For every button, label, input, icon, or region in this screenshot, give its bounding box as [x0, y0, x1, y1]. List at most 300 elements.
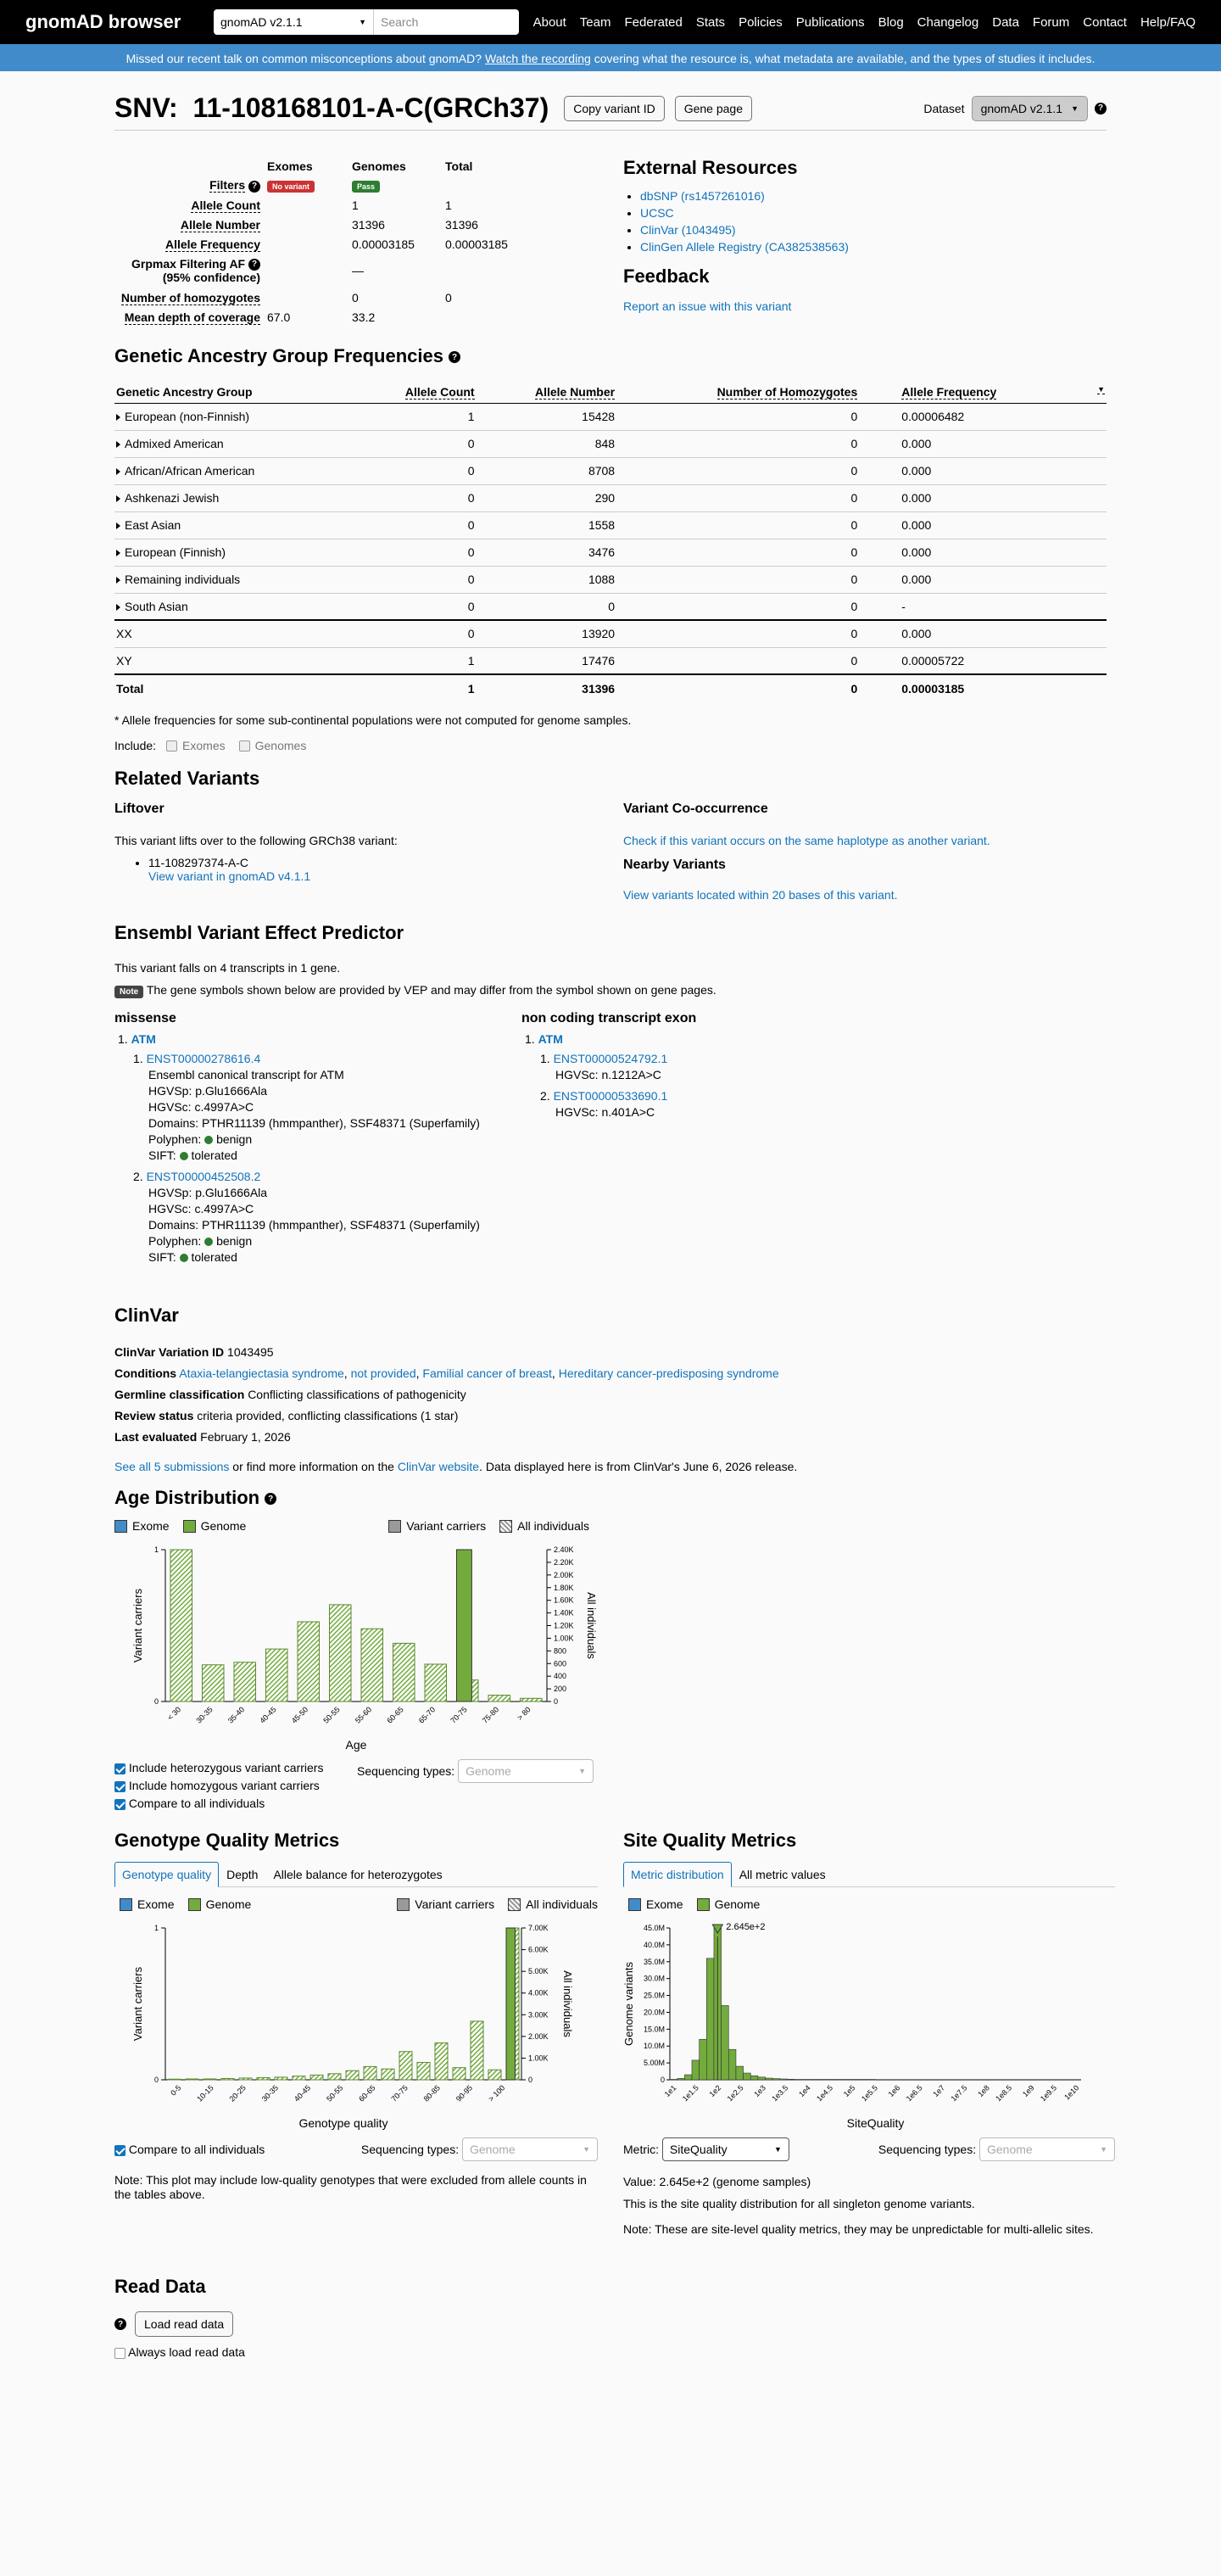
x-tick-label: > 100: [487, 2083, 507, 2104]
cell-text: -: [901, 599, 906, 613]
table-cell: [477, 484, 617, 511]
x-tick-label: 1e9: [1020, 2083, 1036, 2099]
nav-links: [533, 15, 1196, 30]
seq-types-select[interactable]: [462, 2137, 598, 2161]
nav-link-contact[interactable]: Contact: [1083, 14, 1127, 30]
tab-genotype-quality[interactable]: Genotype quality: [114, 1862, 219, 1887]
col-homozygotes-label: Number of Homozygotes: [716, 384, 858, 399]
x-tick-label: 70-75: [449, 1705, 469, 1725]
y2-tick-label: 1.00K: [528, 2054, 549, 2063]
related-variants-title: Related Variants: [114, 768, 260, 789]
het-carriers-checkbox[interactable]: [114, 1763, 125, 1774]
col-ancestry-group[interactable]: [114, 381, 354, 403]
liftover-link[interactable]: View variant in gnomAD v4.1.1: [148, 869, 311, 883]
frequency-row: [114, 234, 535, 254]
x-tick-label: 45-50: [289, 1705, 310, 1725]
cell-text: 0.000: [901, 545, 932, 559]
cell-text: 0.000: [901, 491, 932, 505]
include-exomes-label: Exomes: [182, 739, 226, 752]
x-tick-label: 55-60: [353, 1705, 374, 1725]
nav-link-about[interactable]: About: [532, 14, 566, 30]
ancestry-table: [114, 381, 1107, 701]
all-individuals-bar: [330, 1605, 352, 1702]
value-t: 1: [445, 198, 452, 212]
condition-link[interactable]: Hereditary cancer-predisposing syndrome: [558, 1366, 779, 1380]
cell-text: 0: [850, 573, 858, 586]
value-g: 1: [352, 198, 359, 212]
table-row[interactable]: [114, 539, 1107, 566]
external-link[interactable]: UCSC: [640, 206, 674, 220]
cell-text: 0: [467, 599, 475, 613]
value-e: 67.0: [267, 310, 291, 324]
all-individuals-bar: [298, 1622, 320, 1702]
nearby-link[interactable]: View variants located within 20 bases of this variant.: [623, 888, 898, 902]
legend-all-individuals: All individuals: [517, 1519, 589, 1533]
row-label: Mean depth of coverage: [124, 310, 260, 324]
seq-types-select[interactable]: [979, 2137, 1115, 2161]
x-tick-label: 1e8: [976, 2083, 991, 2099]
all-individuals-swatch: [499, 1520, 512, 1533]
y2-tick-label: 4.00K: [528, 1988, 549, 1998]
read-data-title: Read Data: [114, 2276, 206, 2297]
always-load-checkbox[interactable]: [114, 2348, 125, 2359]
x-tick-label: 1e10: [1062, 2083, 1081, 2102]
y2-axis-label: All individuals: [585, 1592, 598, 1659]
cell-text: 848: [594, 437, 616, 450]
external-link[interactable]: ClinGen Allele Registry (CA382538563): [640, 240, 849, 254]
histogram-bar: [706, 1959, 714, 2080]
value-t: [442, 307, 535, 327]
tab-all-metric-values[interactable]: All metric values: [739, 1868, 826, 1881]
y2-tick-label: 2.20K: [554, 1557, 574, 1567]
y2-tick-label: 2.00K: [528, 2031, 549, 2041]
metric-select-value: SiteQuality: [669, 2143, 728, 2156]
condition-link[interactable]: Ataxia-telangiectasia syndrome: [179, 1366, 344, 1380]
ancestry-title: [114, 345, 1107, 367]
caret-down-icon: ▼: [1071, 103, 1079, 113]
transcript-link[interactable]: ENST00000452508.2: [146, 1170, 261, 1183]
table-cell: [616, 566, 859, 593]
expand-triangle-icon[interactable]: [116, 495, 120, 502]
col-homozygotes[interactable]: [616, 381, 859, 403]
y-tick-label: 1: [153, 1545, 159, 1554]
cell-text: East Asian: [125, 518, 181, 532]
seq-types-value: Genome: [466, 1764, 511, 1778]
always-load-label: Always load read data: [128, 2345, 245, 2359]
table-cell: [616, 430, 859, 457]
external-link-item: [640, 189, 1107, 203]
grpmax-sublabel: (95% confidence): [162, 271, 260, 285]
sift-label: SIFT:: [148, 1250, 176, 1264]
table-row: [114, 674, 1107, 701]
all-individuals-bar: [293, 2076, 305, 2080]
transcript-link[interactable]: ENST00000278616.4: [146, 1052, 261, 1065]
all-individuals-bar: [488, 2070, 501, 2080]
x-tick-label: 1e4.5: [815, 2083, 835, 2104]
all-individuals-bar: [435, 2043, 448, 2080]
row-label: Number of homozygotes: [120, 290, 260, 305]
domains-text: Domains: PTHR11139 (hmmpanther), SSF48371 (Superfamily): [148, 1218, 480, 1232]
table-cell: [616, 593, 859, 620]
nav-link-data[interactable]: Data: [992, 14, 1019, 30]
expand-triangle-icon[interactable]: [116, 468, 120, 475]
table-row[interactable]: [114, 593, 1107, 620]
hom-carriers-label: Include homozygous variant carriers: [128, 1779, 320, 1792]
x-tick-label: 80-85: [421, 2083, 442, 2104]
y2-tick-label: 1.00K: [554, 1634, 574, 1643]
exome-swatch: [628, 1898, 641, 1911]
cell-text: 31396: [582, 681, 616, 696]
histogram-bar: [810, 2080, 817, 2081]
histogram-bar: [750, 2076, 758, 2080]
expand-triangle-icon[interactable]: [116, 441, 120, 448]
cell-text: 0: [467, 437, 475, 450]
table-cell: [114, 566, 354, 593]
cell-text: European (Finnish): [125, 545, 226, 559]
table-cell: [354, 674, 476, 701]
help-icon[interactable]: ?: [1095, 103, 1107, 115]
announcement-banner: [0, 44, 1221, 71]
table-cell: [114, 511, 354, 539]
y-tick-label: 30.0M: [643, 1974, 665, 1983]
table-cell: [859, 566, 1107, 593]
value-g: 0.00003185: [352, 237, 415, 251]
polyphen-label: Polyphen:: [148, 1132, 202, 1146]
histogram-bar: [758, 2077, 766, 2080]
table-row[interactable]: [114, 457, 1107, 484]
x-tick-label: < 30: [165, 1705, 183, 1722]
table-row[interactable]: [114, 403, 1107, 430]
value-g: 0: [352, 290, 359, 305]
x-tick-label: 20-25: [227, 2083, 248, 2104]
row-label: Allele Frequency: [164, 237, 260, 251]
table-cell: [859, 674, 1107, 701]
legend-exome: Exome: [132, 1519, 170, 1533]
polyphen-label: Polyphen:: [148, 1234, 202, 1248]
all-individuals-bar: [186, 2079, 198, 2080]
cell-text: 0: [467, 518, 475, 532]
table-row[interactable]: [114, 566, 1107, 593]
histogram-bar: [794, 2080, 802, 2081]
cell-text: 0.000: [901, 627, 932, 641]
compare-all-label: Compare to all individuals: [128, 2143, 265, 2156]
exome-filter-badge: No variant: [267, 181, 315, 193]
table-cell: [477, 674, 617, 701]
load-read-data-button[interactable]: Load read data: [135, 2311, 233, 2337]
green-dot-icon: [204, 1136, 213, 1144]
x-axis-label: SiteQuality: [846, 2116, 905, 2130]
last-evaluated-label: Last evaluated: [114, 1430, 198, 1444]
expand-triangle-icon[interactable]: [116, 604, 120, 611]
canonical-text: Ensembl canonical transcript for ATM: [148, 1068, 344, 1081]
banner-link[interactable]: Watch the recording: [485, 52, 591, 65]
nav-link-forum[interactable]: Forum: [1032, 14, 1070, 30]
condition-link[interactable]: not provided: [350, 1366, 416, 1380]
x-tick-label: 1e2: [707, 2083, 723, 2099]
external-link[interactable]: dbSNP (rs1457261016): [640, 189, 765, 203]
cell-text: 1: [467, 653, 475, 668]
include-genomes-checkbox[interactable]: [239, 740, 250, 752]
help-icon[interactable]: ?: [248, 259, 260, 271]
cell-text: 0: [467, 627, 475, 641]
table-cell: [114, 647, 354, 674]
report-issue-link[interactable]: Report an issue with this variant: [623, 299, 792, 313]
gene-page-button[interactable]: Gene page: [675, 96, 752, 121]
all-individuals-bar: [170, 1550, 192, 1702]
tab-depth[interactable]: Depth: [226, 1868, 259, 1881]
table-cell: [477, 620, 617, 647]
grpmax-value: —: [352, 264, 364, 277]
cell-text: 0: [850, 491, 858, 505]
expand-triangle-icon[interactable]: [116, 522, 120, 529]
table-cell: [114, 484, 354, 511]
last-evaluated-value: February 1, 2026: [200, 1430, 291, 1444]
brand-logo[interactable]: gnomAD browser: [25, 11, 181, 32]
copy-variant-button[interactable]: Copy variant ID: [564, 96, 664, 121]
table-cell: [114, 430, 354, 457]
x-tick-label: 30-35: [194, 1705, 215, 1725]
metric-select[interactable]: [662, 2137, 789, 2161]
table-row[interactable]: [114, 430, 1107, 457]
x-tick-label: 1e3.5: [770, 2083, 790, 2104]
carriers-swatch: [388, 1520, 401, 1533]
y-axis-label: Variant carriers: [131, 1588, 144, 1663]
cell-text: XY: [116, 653, 132, 668]
x-tick-label: > 80: [516, 1705, 532, 1722]
legend-carriers: Variant carriers: [406, 1519, 487, 1533]
nav-link-team[interactable]: Team: [579, 14, 611, 30]
page-header: [114, 88, 1107, 131]
cell-text: 0.000: [901, 464, 932, 478]
non-coding-title: non coding transcript exon: [521, 1011, 697, 1025]
search-input[interactable]: Search: [373, 9, 519, 35]
nav-link-helpfaq[interactable]: Help/FAQ: [1140, 14, 1196, 30]
table-cell: [859, 511, 1107, 539]
conditions-row: [114, 1363, 1107, 1384]
seq-types-label: Sequencing types:: [357, 1764, 455, 1778]
col-allele-count[interactable]: [354, 381, 476, 403]
legend-all-individuals: All individuals: [526, 1897, 598, 1911]
liftover-text: This variant lifts over to the following GRCh38 variant:: [114, 834, 398, 847]
clinvar-release-text: . Data displayed here is from ClinVar's June 6, 2026 release.: [479, 1460, 798, 1473]
y2-tick-label: 3.00K: [528, 2010, 549, 2020]
external-resources-title: External Resources: [623, 157, 798, 178]
table-cell: [354, 403, 476, 430]
y-tick-label: 0: [153, 1697, 159, 1706]
vep-intro: This variant falls on 4 transcripts in 1 gene.: [114, 961, 341, 975]
table-cell: [354, 620, 476, 647]
all-individuals-bar: [239, 2078, 252, 2080]
external-link-item: [640, 240, 1107, 254]
all-individuals-bar: [346, 2070, 359, 2080]
hgvsp-text: HGVSp: p.Glu1666Ala: [148, 1084, 268, 1098]
frequency-table: [114, 156, 535, 327]
nav-link-stats[interactable]: Stats: [695, 14, 726, 30]
clinvar-website-link[interactable]: ClinVar website: [397, 1460, 480, 1473]
y-tick-label: 45.0M: [643, 1924, 665, 1932]
sift-label: SIFT:: [148, 1148, 176, 1162]
table-cell: [477, 457, 617, 484]
nav-link-changelog[interactable]: Changelog: [917, 14, 979, 30]
table-cell: [859, 647, 1107, 674]
value-e: [264, 195, 348, 215]
seq-types-select[interactable]: [458, 1759, 594, 1783]
x-tick-label: 40-45: [292, 2083, 313, 2104]
table-cell: [477, 539, 617, 566]
hom-carriers-checkbox[interactable]: [114, 1781, 125, 1792]
nearby-title: Nearby Variants: [623, 858, 726, 872]
cell-text: 0: [850, 681, 858, 696]
y2-tick-label: 2.40K: [554, 1545, 574, 1554]
cell-text: 0: [850, 627, 858, 641]
x-tick-label: 1e7: [931, 2083, 947, 2099]
sift-value: tolerated: [191, 1148, 237, 1162]
histogram-bar: [802, 2080, 810, 2081]
dataset-dropdown[interactable]: [972, 96, 1088, 121]
x-tick-label: 1e6: [886, 2083, 902, 2099]
help-icon[interactable]: ?: [449, 351, 460, 363]
cell-text: 0: [850, 437, 858, 450]
condition-link[interactable]: Familial cancer of breast: [422, 1366, 552, 1380]
expand-triangle-icon[interactable]: [116, 414, 120, 421]
nav-link-blog[interactable]: Blog: [878, 14, 904, 30]
col-allele-number[interactable]: [477, 381, 617, 403]
x-tick-label: 1e3: [752, 2083, 767, 2099]
expand-triangle-icon[interactable]: [116, 577, 120, 584]
col-ancestry-group-label: Genetic Ancestry Group: [116, 384, 253, 399]
nav-link-federated[interactable]: Federated: [624, 14, 683, 30]
polyphen-value: benign: [216, 1234, 253, 1248]
see-all-submissions-link[interactable]: See all 5 submissions: [114, 1460, 230, 1473]
x-tick-label: 10-15: [195, 2083, 215, 2104]
genome-swatch: [183, 1520, 196, 1533]
table-row[interactable]: [114, 484, 1107, 511]
exome-swatch: [114, 1520, 127, 1533]
value-g: 33.2: [352, 310, 376, 324]
sq-value: Value: 2.645e+2 (genome samples): [623, 2175, 811, 2188]
banner-text: Missed our recent talk on common misconceptions about gnomAD?: [125, 52, 482, 65]
genome-swatch: [697, 1898, 710, 1911]
help-icon[interactable]: ?: [248, 181, 260, 193]
all-individuals-bar: [203, 1665, 225, 1702]
y2-tick-label: 7.00K: [528, 1924, 549, 1932]
expand-triangle-icon[interactable]: [116, 550, 120, 556]
value-e: [264, 288, 348, 307]
histogram-bar: [846, 2080, 854, 2081]
x-tick-label: 40-45: [258, 1705, 278, 1725]
all-individuals-bar: [471, 2021, 483, 2080]
histogram-bar: [824, 2080, 832, 2081]
cell-text: 290: [594, 491, 616, 505]
value-g: 31396: [352, 217, 385, 232]
transcript-link[interactable]: ENST00000524792.1: [553, 1052, 668, 1065]
x-tick-label: 30-35: [259, 2083, 281, 2104]
sq-legend: [623, 1897, 1115, 1911]
x-tick-label: 35-40: [226, 1705, 247, 1725]
gene-link[interactable]: ATM: [131, 1032, 156, 1046]
seq-types-label: Sequencing types:: [878, 2143, 977, 2156]
table-row[interactable]: [114, 511, 1107, 539]
y2-tick-label: 200: [554, 1685, 567, 1694]
tab-allele-balance-for-heterozygotes[interactable]: Allele balance for heterozygotes: [273, 1868, 443, 1881]
frequency-row: [114, 195, 535, 215]
table-cell: [114, 403, 354, 430]
y2-axis-label: All individuals: [561, 1970, 574, 2037]
histogram-bar: [832, 2080, 839, 2081]
filters-label: Filters: [209, 178, 246, 193]
col-allele-frequency[interactable]: [859, 381, 1107, 403]
y-tick-label: 25.0M: [643, 1991, 665, 2000]
dataset-label: Dataset: [923, 101, 965, 115]
sq-title: Site Quality Metrics: [623, 1830, 797, 1851]
clinvar-title: ClinVar: [114, 1305, 179, 1326]
table-cell: [114, 593, 354, 620]
cooccurrence-title: Variant Co-occurrence: [623, 802, 768, 816]
nav-link-publications[interactable]: Publications: [795, 14, 865, 30]
dataset-dropdown-value: gnomAD v2.1.1: [980, 101, 1063, 115]
x-tick-label: 90-95: [454, 2083, 475, 2104]
y2-tick-label: 5.00K: [528, 1967, 549, 1976]
histogram-bar: [780, 2079, 788, 2080]
compare-all-checkbox[interactable]: [114, 1799, 125, 1810]
table-cell: [114, 457, 354, 484]
sort-desc-icon: ▼: [1097, 384, 1105, 394]
compare-all-checkbox[interactable]: [114, 2145, 125, 2156]
transcript-link[interactable]: ENST00000533690.1: [553, 1089, 668, 1103]
x-tick-label: 50-55: [325, 2083, 345, 2104]
dataset-select[interactable]: [214, 9, 373, 35]
include-exomes-checkbox[interactable]: [166, 740, 177, 752]
help-icon[interactable]: ?: [114, 2318, 126, 2330]
table-cell: [859, 620, 1107, 647]
clinvar-more-text: or find more information on the: [232, 1460, 394, 1473]
y2-tick-label: 6.00K: [528, 1945, 549, 1954]
genotype-quality-chart: [114, 1914, 598, 2135]
tab-metric-distribution[interactable]: Metric distribution: [623, 1862, 732, 1887]
top-nav: [0, 0, 1221, 44]
table-cell: [477, 593, 617, 620]
y2-tick-label: 2.00K: [554, 1570, 574, 1579]
table-cell: [354, 457, 476, 484]
cell-text: 1: [467, 681, 475, 696]
gene-link[interactable]: ATM: [538, 1032, 563, 1046]
legend-genome: Genome: [205, 1897, 252, 1911]
help-icon[interactable]: ?: [265, 1493, 276, 1505]
table-cell: [354, 566, 476, 593]
value-e: [264, 215, 348, 234]
legend-genome: Genome: [200, 1519, 247, 1533]
cell-text: 0: [850, 653, 858, 668]
external-link[interactable]: ClinVar (1043495): [640, 223, 736, 237]
cell-text: 3476: [588, 545, 616, 559]
cell-text: African/African American: [125, 464, 255, 478]
all-individuals-bar: [234, 1662, 256, 1702]
cell-text: 1558: [588, 518, 616, 532]
histogram-bar: [684, 2075, 692, 2080]
y2-tick-label: 800: [554, 1646, 567, 1656]
value-t: 31396: [445, 217, 478, 232]
compare-all-label: Compare to all individuals: [128, 1796, 265, 1810]
x-tick-label: 1e9.5: [1039, 2083, 1059, 2104]
cell-text: 0.00003185: [901, 681, 965, 696]
liftover-variant-id: 11-108297374-A-C: [148, 856, 249, 869]
y2-tick-label: 0: [554, 1697, 559, 1706]
cell-text: South Asian: [125, 599, 188, 613]
table-cell: [114, 539, 354, 566]
table-cell: [477, 566, 617, 593]
cooccurrence-link[interactable]: Check if this variant occurs on the same haplotype as another variant.: [623, 834, 990, 847]
nav-link-policies[interactable]: Policies: [739, 14, 783, 30]
